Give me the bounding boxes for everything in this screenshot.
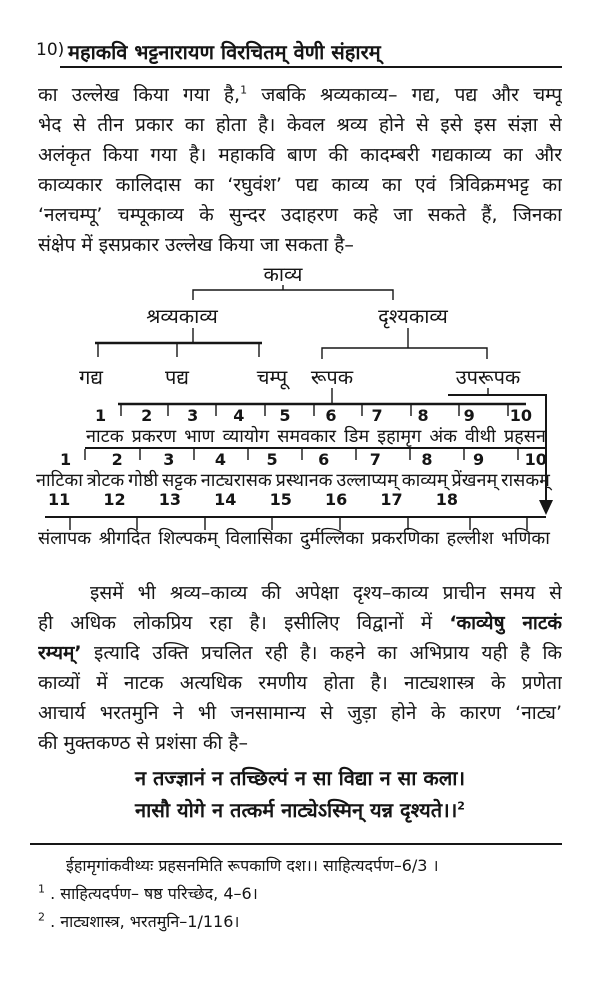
rupak-type: अंक (429, 426, 457, 447)
uparupak-name-row-2 (38, 526, 550, 550)
uparupak-number: 5 (266, 450, 278, 469)
footnote-text: . नाट्यशास्त्र, भरतमुनि–1/116। (50, 912, 240, 931)
uparupak-name-row-1 (36, 468, 550, 492)
text-segment: नासौ योगे न तत्कर्म नाट्येऽस्मिन् यन्न दृश्यते।। (135, 798, 458, 822)
text-line: भेद से तीन प्रकार का होता है। केवल श्रव्य होने से इसे इस संज्ञा से (38, 114, 562, 136)
uparupak-number: 15 (269, 490, 292, 509)
node-gadya: गद्य (79, 365, 103, 389)
paragraph-1 (38, 80, 562, 260)
text-line: की मुक्तकण्ठ से प्रशंसा की है– (38, 732, 248, 754)
uparupak-number: 18 (435, 490, 458, 509)
uparupak-number: 1 (60, 450, 72, 469)
text-line: संक्षेप में इसप्रकार उल्लेख किया जा सकता है– (38, 234, 354, 256)
node-kavya: काव्य (263, 262, 303, 286)
uparupak-number: 9 (473, 450, 485, 469)
text-segment: का उल्लेख किया गया है, (38, 84, 241, 106)
rupak-number: 3 (187, 406, 199, 425)
uparupak-number: 7 (369, 450, 381, 469)
footnotes (38, 852, 568, 936)
uparupak-type: रासकम् (501, 470, 550, 491)
verse-line (38, 794, 562, 826)
node-rupak: रूपक (310, 365, 354, 389)
kavya-classification-tree (0, 258, 600, 560)
text-line (38, 638, 562, 668)
uparupak-number: 14 (214, 490, 237, 509)
rupak-type: नाटक (86, 426, 124, 447)
node-shravyakavya: श्रव्यकाव्य (146, 304, 218, 328)
rupak-type: डिम (344, 426, 370, 447)
page-title: महाकवि भट्टनारायण विरचितम् वेणी संहारम् (68, 40, 381, 64)
node-padya: पद्य (165, 365, 189, 389)
rupak-type: प्रकरण (131, 426, 177, 447)
rupak-number: 1 (95, 406, 107, 425)
footnote-ref-2: 2 (457, 799, 465, 813)
rupak-number-row (95, 406, 532, 425)
uparupak-type: विलासिका (225, 528, 293, 549)
uparupak-number: 2 (111, 450, 123, 469)
footnote-ref-1: 1 (240, 83, 248, 97)
uparupak-number-row-1 (60, 450, 547, 469)
rupak-number: 7 (371, 406, 383, 425)
footnote-rule (30, 843, 562, 845)
uparupak-number: 12 (103, 490, 126, 509)
uparupak-type: उल्लाप्यम् (336, 470, 398, 491)
paragraph-2 (38, 578, 562, 758)
rupak-type: प्रहसन (503, 426, 546, 447)
text-line: अलंकृत किया गया है। महाकवि बाण की कादम्बरी गद्यकाव्य का और (38, 144, 562, 166)
text-segment: इत्यादि उक्ति प्रचलित रही है। कहने का अभिप्राय यही है कि (81, 642, 562, 664)
rupak-number: 8 (417, 406, 429, 425)
quoted-phrase: रम्यम्’ (38, 642, 82, 664)
quoted-phrase: ‘काव्येषु नाटकं (449, 612, 562, 634)
footnote-1 (38, 880, 568, 908)
uparupak-number: 6 (318, 450, 330, 469)
rupak-type: व्यायोग (222, 426, 270, 447)
uparupak-number: 13 (158, 490, 182, 509)
uparupak-type: गोष्ठी (128, 470, 159, 491)
footnote-marker: 1 (38, 882, 45, 896)
uparupak-type: शिल्पकम् (158, 528, 218, 549)
text-line: इसमें भी श्रव्य–काव्य की अपेक्षा दृश्य–काव्य प्राचीन समय से (90, 582, 562, 604)
node-drishyakavya: दृश्यकाव्य (378, 304, 448, 328)
page-number: 10) (36, 40, 65, 60)
node-champu: चम्पू (256, 365, 288, 389)
header-rule (60, 66, 562, 68)
text-line: ‘नलचम्पू’ चम्पूकाव्य के सुन्दर उदाहरण कहे जा सकते हैं, जिनका (38, 204, 562, 226)
footnote-marker: 2 (38, 910, 45, 924)
rupak-number: 4 (233, 406, 245, 425)
footnote-text: . साहित्यदर्पण– षष्ठ परिच्छेद, 4–6। (50, 884, 258, 903)
rupak-number: 9 (463, 406, 475, 425)
rupak-type: समवकार (277, 426, 337, 447)
rupak-type: भाण (184, 426, 215, 447)
uparupak-number: 8 (421, 450, 433, 469)
rupak-name-row (86, 424, 546, 448)
footnote-2 (38, 908, 568, 936)
uparupak-number: 3 (163, 450, 175, 469)
rupak-number: 2 (141, 406, 153, 425)
uparupak-type: प्रस्थानक (275, 470, 333, 491)
uparupak-type: संलापक (38, 528, 92, 549)
arrow-down-icon (539, 500, 553, 515)
text-segment: जबकि श्रव्यकाव्य– गद्य, पद्य और चम्पू (247, 84, 562, 106)
footnote-continuation: ईहामृगांकवीथ्यः प्रहसनमिति रूपकाणि दश।। साहित्यदर्पण–6/3 । (66, 856, 439, 875)
rupak-number: 10 (509, 406, 532, 425)
uparupak-type: नाटिका (36, 470, 83, 491)
rupak-number: 6 (325, 406, 337, 425)
text-line (38, 80, 562, 110)
uparupak-type: भणिका (501, 528, 550, 549)
uparupak-number: 10 (524, 450, 547, 469)
uparupak-type: हल्लीश (446, 528, 494, 549)
text-segment: ही अधिक लोकप्रिय रहा है। इसीलिए विद्वानों में (38, 612, 450, 634)
uparupak-type: प्रकरणिका (371, 528, 440, 549)
uparupak-type: काव्यम् (401, 470, 448, 491)
text-line (38, 608, 562, 638)
uparupak-number-row-2 (48, 490, 458, 509)
text-line: आचार्य भरतमुनि ने भी जनसामान्य से जुड़ा होने के कारण ‘नाट्य’ (38, 702, 562, 724)
uparupak-number: 11 (48, 490, 71, 509)
uparupak-type: सट्टक (162, 470, 197, 491)
uparupak-type: त्रोटक (86, 470, 125, 491)
verse-line: न तज्ज्ञानं न तच्छिल्पं न सा विद्या न सा कला। (134, 766, 466, 790)
node-uparupak: उपरूपक (455, 365, 521, 389)
rupak-number: 5 (279, 406, 291, 425)
rupak-type: वीथी (465, 426, 496, 447)
sanskrit-verse (38, 762, 562, 826)
uparupak-type: प्रेंखनम् (451, 470, 498, 491)
text-line: काव्यकार कालिदास का ‘रघुवंश’ पद्य काव्य का एवं त्रिविक्रमभट्ट का (38, 174, 562, 196)
uparupak-type: श्रीगदित (98, 528, 151, 549)
text-line: काव्यों में नाटक अत्यधिक रमणीय होता है। नाट्यशास्त्र के प्रणेता (38, 672, 562, 694)
rupak-type: इहामृग (377, 426, 422, 447)
uparupak-type: दुर्मल्लिका (299, 528, 364, 549)
uparupak-number: 4 (214, 450, 227, 469)
uparupak-type: नाट्यरासक (200, 470, 272, 491)
uparupak-number: 17 (380, 490, 403, 509)
uparupak-number: 16 (324, 490, 348, 509)
